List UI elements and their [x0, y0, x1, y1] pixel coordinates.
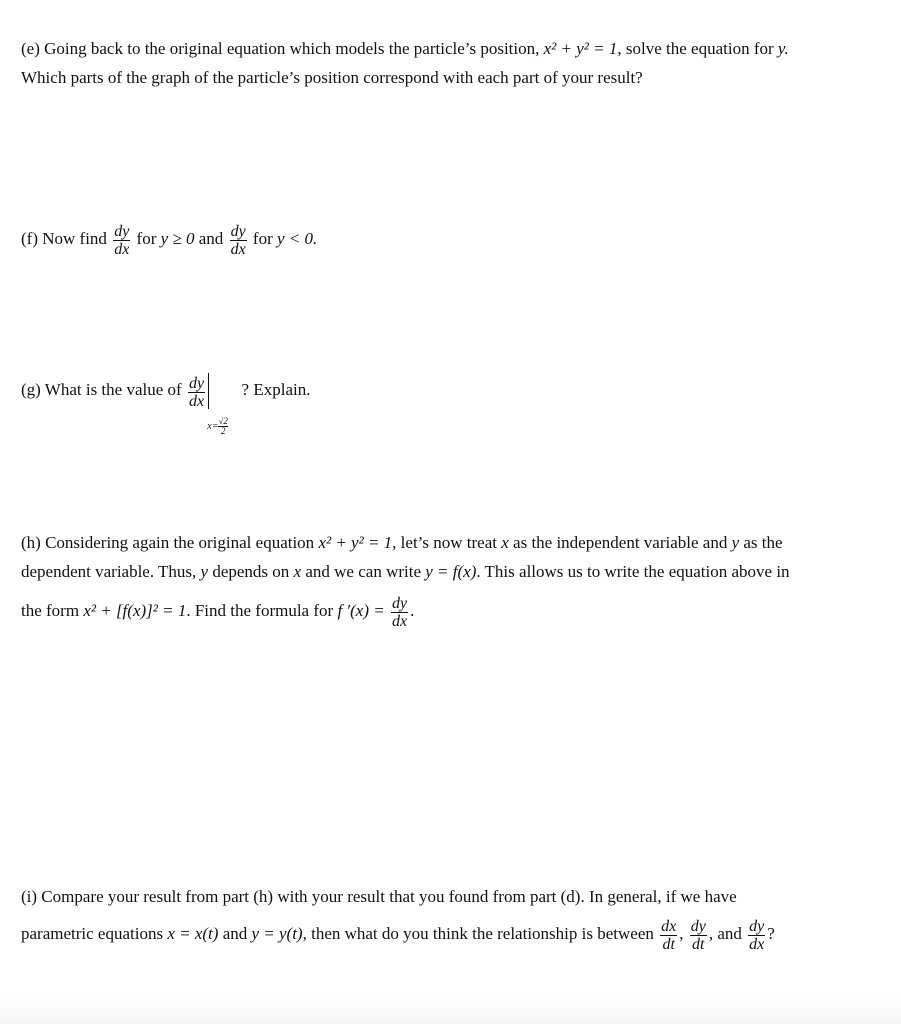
part-i-and-2: , and [708, 924, 742, 943]
part-g-text-b: ? Explain. [241, 380, 311, 399]
part-i-comma: , [679, 924, 684, 943]
part-h-line2-a: dependent variable. Thus, [21, 562, 197, 581]
evaluation-bar [208, 373, 209, 409]
sub-denominator: 2 [220, 426, 226, 437]
part-e-text-b: , solve the equation for [617, 39, 774, 58]
part-i-question-mark: ? [767, 924, 775, 943]
part-h-line2-x: x [293, 562, 302, 581]
dy-numerator: dy [749, 917, 765, 935]
part-h-line-2 [21, 561, 790, 583]
part-h-line2-eq: y = f(x) [425, 562, 477, 581]
part-f-derivative-2 [230, 223, 247, 258]
part-g-subscript [207, 407, 228, 447]
part-f-cond-2: y < 0. [277, 229, 318, 248]
part-h-line2-b: depends on [212, 562, 290, 581]
dx-denominator: dx [188, 392, 205, 410]
sub-x: x= [207, 421, 219, 432]
sub-fraction [218, 417, 227, 436]
part-h-line3-a: the form [21, 601, 80, 620]
part-f-cond-1: y ≥ 0 [160, 229, 195, 248]
part-g-label: (g) [21, 380, 41, 399]
part-i-eq-y: y = y(t) [251, 924, 303, 943]
part-h-label: (h) [21, 533, 41, 552]
part-h-line-3 [21, 593, 414, 630]
bottom-fade [0, 994, 901, 1024]
dy-numerator: dy [188, 374, 205, 392]
dy-numerator: dy [391, 594, 408, 612]
part-f-derivative-1 [113, 223, 130, 258]
part-i-line-2 [21, 916, 775, 953]
part-i-and-1: and [222, 924, 248, 943]
part-i-dydx [748, 918, 765, 953]
part-e-var-y: y. [777, 39, 789, 58]
part-f-line [21, 221, 317, 258]
part-i-eq-x: x = x(t) [167, 924, 219, 943]
part-e-text-a: Going back to the original equation which models the particle’s position, [44, 39, 540, 58]
part-h-line-1 [21, 532, 783, 554]
part-f-text-a: Now find [42, 229, 107, 248]
part-f-label: (f) [21, 229, 38, 248]
part-h-text-d: as the [743, 533, 783, 552]
part-h-line2-y: y [200, 562, 209, 581]
part-h-derivative [391, 595, 408, 630]
dy-numerator: dy [114, 222, 130, 240]
part-e-line-2: Which parts of the graph of the particle’s position correspond with each part of your result? [21, 68, 643, 87]
part-h-line3-end: . [410, 601, 415, 620]
part-h-line3-eq: x² + [f(x)]² = 1 [83, 601, 187, 620]
part-e-equation: x² + y² = 1 [543, 39, 618, 58]
sub-numerator: √2 [218, 416, 228, 427]
part-i-line2-b: , then what do you think the relationship is between [302, 924, 654, 943]
part-h-line3-b: . Find the formula for [186, 601, 334, 620]
dx-denominator: dx [391, 612, 408, 630]
dx-denominator: dx [114, 240, 130, 258]
part-e-line-1 [21, 38, 789, 60]
part-f-text-b: for [136, 229, 157, 248]
part-f-text-d: for [252, 229, 273, 248]
part-g-evaluated-derivative [186, 371, 207, 411]
part-g-text-a: What is the value of [44, 380, 182, 399]
part-i-label: (i) [21, 887, 38, 906]
dy-numerator: dy [230, 222, 246, 240]
part-i-dydt [690, 918, 707, 953]
part-i-line1: Compare your result from part (h) with your result that you found from part (d). In general, if we have [41, 887, 737, 906]
part-h-text-a: Considering again the original equation [45, 533, 315, 552]
dy-numerator: dy [690, 917, 706, 935]
part-h-text-c: as the independent variable and [513, 533, 728, 552]
part-h-equation: x² + y² = 1 [318, 533, 393, 552]
part-e-label: (e) [21, 39, 40, 58]
dt-denominator: dt [662, 935, 675, 953]
part-h-line2-d: . This allows us to write the equation above in [476, 562, 790, 581]
dx-denominator: dx [749, 935, 765, 953]
part-h-line3-f: f ′(x) = [337, 601, 385, 620]
part-i-dxdt [660, 918, 677, 953]
part-h-text-b: , let’s now treat [392, 533, 497, 552]
part-i-line-1 [21, 886, 737, 908]
part-h-line2-c: and we can write [305, 562, 421, 581]
part-g-derivative [188, 375, 205, 410]
part-h-var-x: x [501, 533, 509, 552]
part-g-line [21, 370, 311, 437]
part-i-line2-a: parametric equations [21, 924, 164, 943]
part-h-var-y: y [731, 533, 740, 552]
dx-numerator: dx [661, 917, 677, 935]
dx-denominator: dx [230, 240, 246, 258]
part-f-text-c: and [198, 229, 224, 248]
dt-denominator: dt [692, 935, 705, 953]
